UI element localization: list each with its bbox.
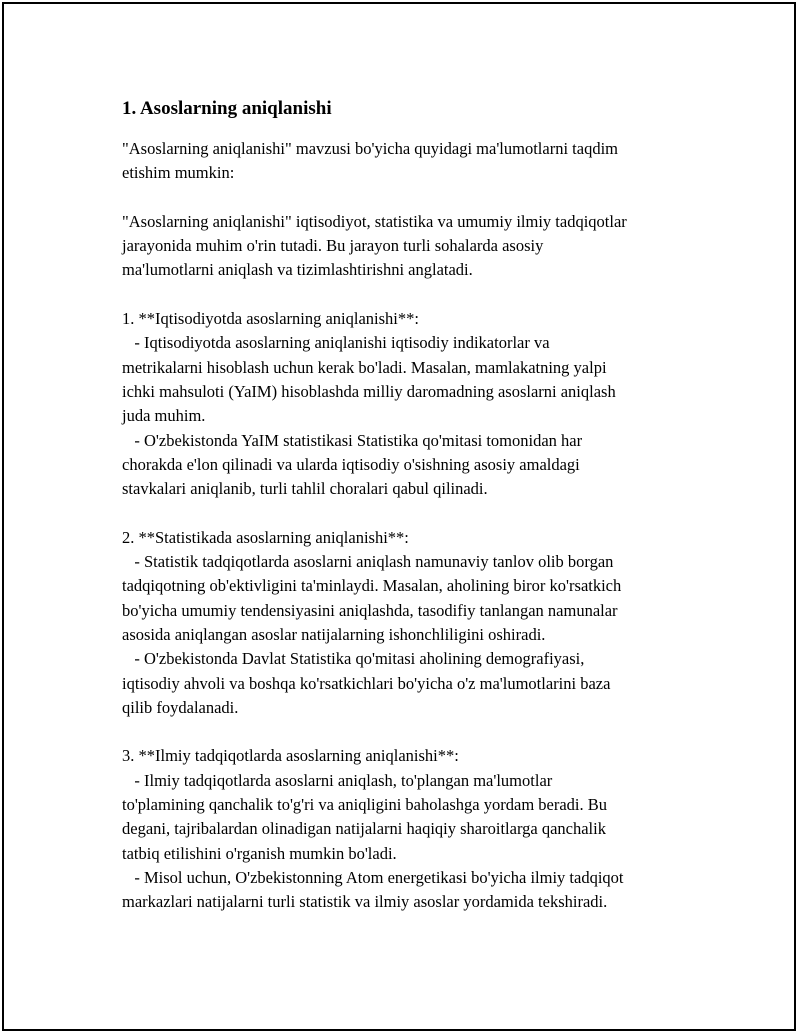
text-line: juda muhim. [122, 406, 206, 426]
text-line: jarayonida muhim o'rin tutadi. Bu jarayon turli sohalarda asosiy [122, 236, 544, 256]
text-line: - Iqtisodiyotda asoslarning aniqlanishi iqtisodiy indikatorlar va [122, 333, 550, 353]
text-line: etishim mumkin: [122, 163, 235, 183]
document-title: 1. Asoslarning aniqlanishi [122, 98, 332, 119]
text-line: - Ilmiy tadqiqotlarda asoslarni aniqlash, to'plangan ma'lumotlar [122, 770, 553, 790]
section-statistics [122, 526, 702, 720]
text-line: bo'yicha umumiy tendensiyasini aniqlashda, tasodifiy tanlangan namunalar [122, 600, 618, 620]
text-line: - Statistik tadqiqotlarda asoslarni aniqlash namunaviy tanlov olib borgan [122, 552, 614, 572]
page-frame [2, 2, 796, 1031]
text-line: - Misol uchun, O'zbekistonning Atom energetikasi bo'yicha ilmiy tadqiqot [122, 867, 624, 887]
text-line: "Asoslarning aniqlanishi" mavzusi bo'yicha quyidagi ma'lumotlarni taqdim [122, 139, 618, 158]
section-economics [122, 307, 702, 501]
text-line: stavkalari aniqlanib, turli tahlil choralari qabul qilinadi. [122, 479, 488, 499]
section-heading: 2. **Statistikada asoslarning aniqlanishi**: [122, 527, 409, 547]
text-line: ichki mahsuloti (YaIM) hisoblashda milliy daromadning asoslarni aniqlash [122, 381, 616, 401]
text-line: - O'zbekistonda Davlat Statistika qo'mitasi aholining demografiyasi, [122, 649, 585, 669]
intro-paragraph [122, 137, 702, 186]
text-line: ma'lumotlarni aniqlash va tizimlashtirishni anglatadi. [122, 260, 473, 280]
section-heading: 1. **Iqtisodiyotda asoslarning aniqlanishi**: [122, 309, 419, 329]
document-body [122, 96, 702, 939]
text-line: degani, tajribalardan olinadigan natijalarni haqiqiy sharoitlarga qanchalik [122, 819, 606, 839]
text-line: tadqiqotning ob'ektivligini ta'minlaydi. Masalan, aholining biror ko'rsatkich [122, 576, 622, 596]
section-heading: 3. **Ilmiy tadqiqotlarda asoslarning aniqlanishi**: [122, 746, 459, 766]
overview-paragraph [122, 210, 702, 283]
text-line: - O'zbekistonda YaIM statistikasi Statistika qo'mitasi tomonidan har [122, 430, 583, 450]
text-line: asosida aniqlangan asoslar natijalarning ishonchliligini oshiradi. [122, 624, 546, 644]
text-line: metrikalarni hisoblash uchun kerak bo'ladi. Masalan, mamlakatning yalpi [122, 357, 607, 377]
text-line: iqtisodiy ahvoli va boshqa ko'rsatkichlari bo'yicha o'z ma'lumotlarini baza [122, 673, 611, 693]
section-research [122, 744, 702, 914]
text-line: chorakda e'lon qilinadi va ularda iqtisodiy o'sishning asosiy amaldagi [122, 454, 580, 474]
text-line: qilib foydalanadi. [122, 697, 239, 717]
text-line: tatbiq etilishini o'rganish mumkin bo'ladi. [122, 843, 397, 863]
text-line: markazlari natijalarni turli statistik va ilmiy asoslar yordamida tekshiradi. [122, 892, 608, 912]
text-line: "Asoslarning aniqlanishi" iqtisodiyot, statistika va umumiy ilmiy tadqiqotlar [122, 211, 627, 231]
text-line: to'plamining qanchalik to'g'ri va aniqligini baholashga yordam beradi. Bu [122, 795, 608, 815]
